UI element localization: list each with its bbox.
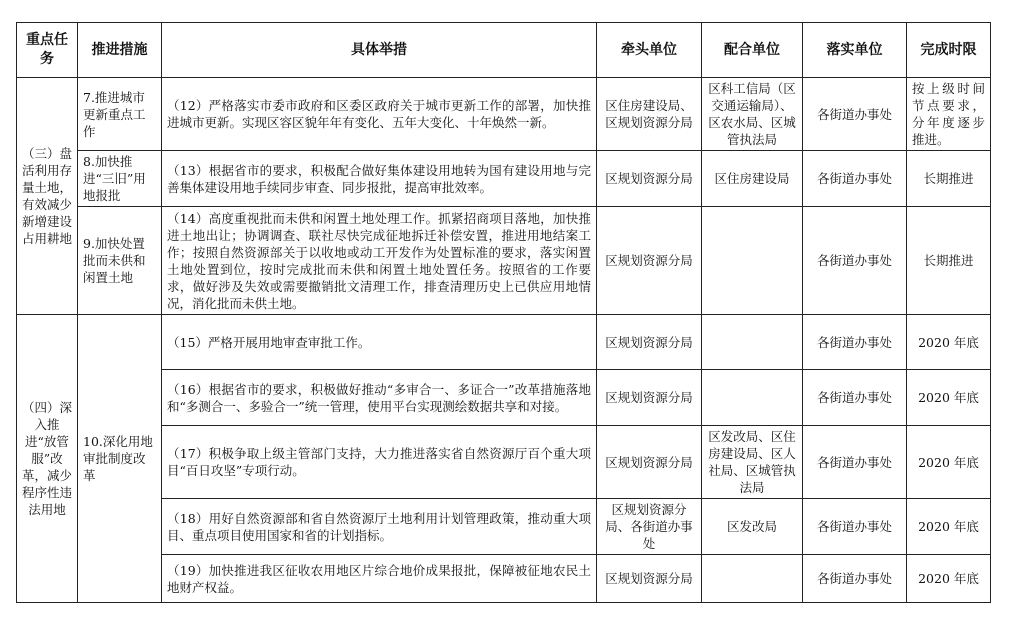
coop-unit-cell: 区发改局、区住房建设局、区人社局、区城管执法局 bbox=[702, 426, 803, 499]
header-task: 重点任务 bbox=[17, 23, 78, 78]
deadline-cell: 长期推进 bbox=[907, 151, 991, 207]
header-coop-unit: 配合单位 bbox=[702, 23, 803, 78]
lead-unit-cell: 区规划资源分局、各街道办事处 bbox=[597, 499, 702, 555]
detail-cell: （14）高度重视批而未供和闲置土地处理工作。抓紧招商项目落地，加快推进土地出让；协调调查、联社尽快完成征地拆迁补偿安置，推进用地结案工作；按照自然资源部关于以收地或动工开发作为处置标准的要求，落实闲置土地处置到位，按时完成批而未供和闲置土地处置任务。按照省的工作要求，做好涉及失效或需要撤销批文清理工作，排查清理历史上已供应用地情况，消化批而未供土地。 bbox=[162, 207, 597, 315]
impl-unit-cell: 各街道办事处 bbox=[803, 78, 907, 151]
lead-unit-cell: 区规划资源分局 bbox=[597, 151, 702, 207]
impl-unit-cell: 各街道办事处 bbox=[803, 499, 907, 555]
coop-unit-cell bbox=[702, 370, 803, 426]
table-row bbox=[17, 370, 991, 426]
detail-cell: （18）用好自然资源部和省自然资源厅土地利用计划管理政策，推动重大项目、重点项目使用国家和省的计划指标。 bbox=[162, 499, 597, 555]
lead-unit-cell: 区规划资源分局 bbox=[597, 555, 702, 603]
impl-unit-cell: 各街道办事处 bbox=[803, 207, 907, 315]
header-measure: 推进措施 bbox=[78, 23, 162, 78]
table-row bbox=[17, 151, 991, 207]
lead-unit-cell: 区住房建设局、区规划资源分局 bbox=[597, 78, 702, 151]
coop-unit-cell: 区住房建设局 bbox=[702, 151, 803, 207]
lead-unit-cell: 区规划资源分局 bbox=[597, 207, 702, 315]
task-cell-4: （四）深入推进“放管服”改革，减少程序性违法用地 bbox=[17, 315, 78, 603]
coop-unit-cell bbox=[702, 207, 803, 315]
coop-unit-cell bbox=[702, 315, 803, 370]
detail-cell: （16）根据省市的要求，积极做好推动“多审合一、多证合一”改革措施落地和“多测合一、多验合一”统一管理，使用平台实现测绘数据共享和对接。 bbox=[162, 370, 597, 426]
measure-cell: 8.加快推进“三旧”用地报批 bbox=[78, 151, 162, 207]
impl-unit-cell: 各街道办事处 bbox=[803, 555, 907, 603]
detail-cell: （17）积极争取上级主管部门支持，大力推进落实省自然资源厅百个重大项目“百日攻坚”专项行动。 bbox=[162, 426, 597, 499]
deadline-cell: 2020 年底 bbox=[907, 499, 991, 555]
header-row bbox=[17, 23, 991, 78]
deadline-cell: 2020 年底 bbox=[907, 555, 991, 603]
table-row bbox=[17, 78, 991, 151]
measure-cell: 10.深化用地审批制度改革 bbox=[78, 315, 162, 603]
coop-unit-cell: 区科工信局（区交通运输局）、区农水局、区城管执法局 bbox=[702, 78, 803, 151]
deadline-cell: 长期推进 bbox=[907, 207, 991, 315]
header-detail: 具体举措 bbox=[162, 23, 597, 78]
lead-unit-cell: 区规划资源分局 bbox=[597, 370, 702, 426]
coop-unit-cell bbox=[702, 555, 803, 603]
detail-cell: （12）严格落实市委市政府和区委区政府关于城市更新工作的部署，加快推进城市更新。实现区容区貌年年有变化、五年大变化、十年焕然一新。 bbox=[162, 78, 597, 151]
lead-unit-cell: 区规划资源分局 bbox=[597, 315, 702, 370]
header-lead-unit: 牵头单位 bbox=[597, 23, 702, 78]
header-impl-unit: 落实单位 bbox=[803, 23, 907, 78]
measure-cell: 9.加快处置批而未供和闲置土地 bbox=[78, 207, 162, 315]
deadline-cell: 2020 年底 bbox=[907, 426, 991, 499]
deadline-cell: 2020 年底 bbox=[907, 315, 991, 370]
impl-unit-cell: 各街道办事处 bbox=[803, 151, 907, 207]
deadline-cell: 2020 年底 bbox=[907, 370, 991, 426]
impl-unit-cell: 各街道办事处 bbox=[803, 426, 907, 499]
table-row bbox=[17, 315, 991, 370]
header-deadline: 完成时限 bbox=[907, 23, 991, 78]
table-row bbox=[17, 207, 991, 315]
impl-unit-cell: 各街道办事处 bbox=[803, 315, 907, 370]
lead-unit-cell: 区规划资源分局 bbox=[597, 426, 702, 499]
plan-table bbox=[16, 22, 991, 603]
task-cell-3: （三）盘活利用存量土地，有效减少新增建设占用耕地 bbox=[17, 78, 78, 315]
table-row bbox=[17, 499, 991, 555]
measure-cell: 7.推进城市更新重点工作 bbox=[78, 78, 162, 151]
coop-unit-cell: 区发改局 bbox=[702, 499, 803, 555]
impl-unit-cell: 各街道办事处 bbox=[803, 370, 907, 426]
table-row bbox=[17, 555, 991, 603]
detail-cell: （13）根据省市的要求，积极配合做好集体建设用地转为国有建设用地与完善集体建设用地手续同步审查、同步报批，提高审批效率。 bbox=[162, 151, 597, 207]
detail-cell: （15）严格开展用地审查审批工作。 bbox=[162, 315, 597, 370]
deadline-cell: 按上级时间节点要求，分年度逐步推进。 bbox=[907, 78, 991, 151]
detail-cell: （19）加快推进我区征收农用地区片综合地价成果报批，保障被征地农民土地财产权益。 bbox=[162, 555, 597, 603]
table-row bbox=[17, 426, 991, 499]
